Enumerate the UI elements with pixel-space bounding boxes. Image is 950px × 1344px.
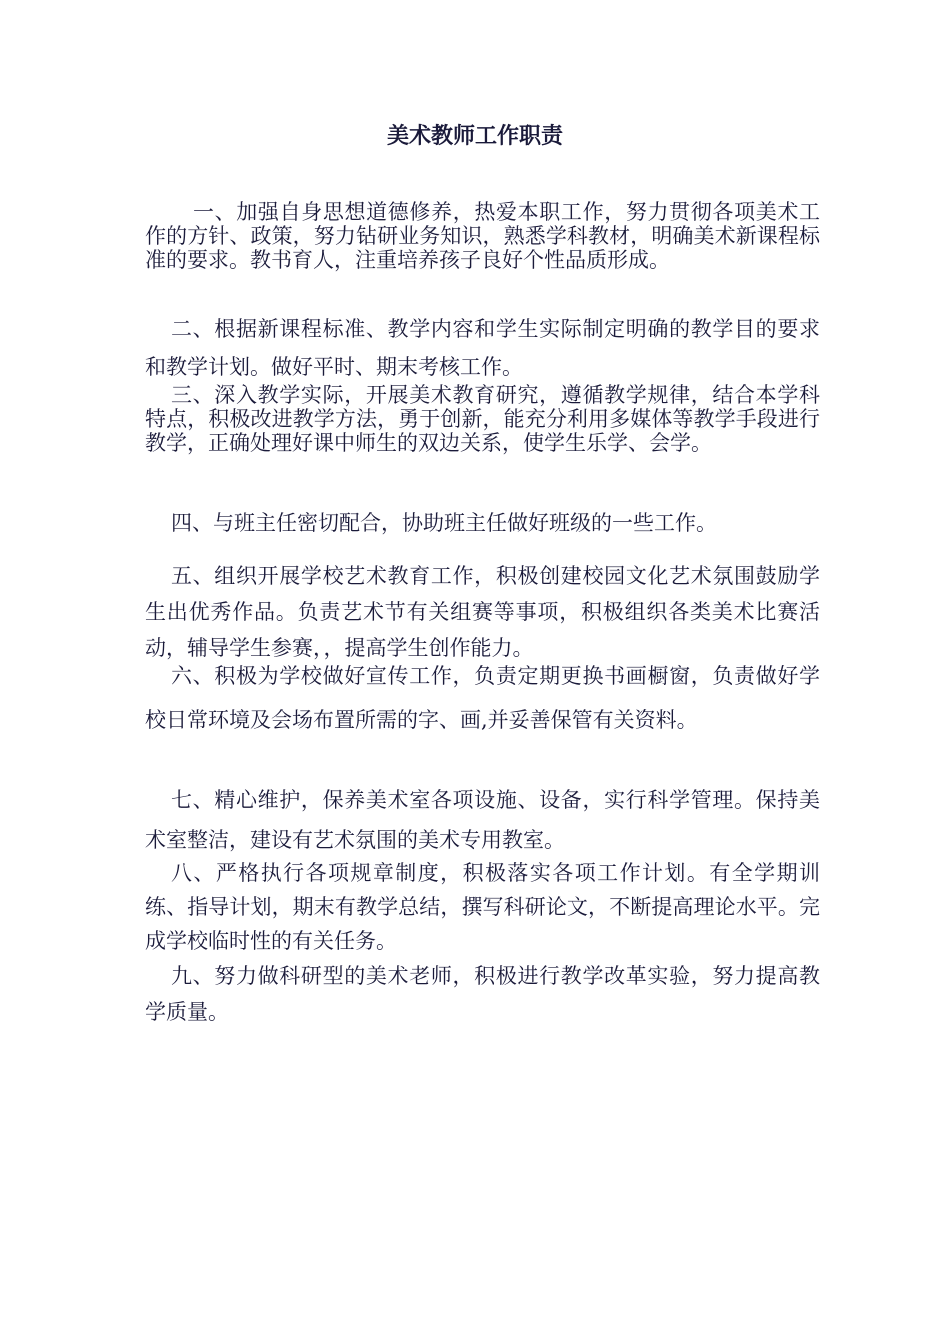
paragraph-8: 八、严格执行各项规章制度，积极落实各项工作计划。有全学期训练、指导计划，期末有教学总结，撰写科研论文，不断提高理论水平。完成学校临时性的有关任务。 xyxy=(145,861,820,953)
paragraph-2: 二、根据新课程标准、教学内容和学生实际制定明确的教学目的要求和教学计划。做好平时、期末考核工作。 xyxy=(145,317,820,379)
paragraph-7: 七、精心维护，保养美术室各项设施、设备，实行科学管理。保持美术室整洁，建设有艺术氛围的美术专用教室。 xyxy=(145,788,820,852)
document-title: 美术教师工作职责 xyxy=(386,123,563,149)
paragraph-1: 一、加强自身思想道德修养，热爱本职工作，努力贯彻各项美术工作的方针、政策，努力钻研业务知识，熟悉学科教材，明确美术新课程标准的要求。教书育人，注重培养孩子良好个性品质形成。 xyxy=(145,200,820,272)
paragraph-3: 三、深入教学实际，开展美术教育研究，遵循教学规律，结合本学科特点，积极改进教学方法，勇于创新，能充分利用多媒体等教学手段进行教学，正确处理好课中师生的双边关系，使学生乐学、会学。 xyxy=(145,383,820,455)
paragraph-4: 四、与班主任密切配合，协助班主任做好班级的一些工作。 xyxy=(171,511,717,535)
paragraph-5: 五、组织开展学校艺术教育工作，积极创建校园文化艺术氛围鼓励学生出优秀作品。负责艺术节有关组赛等事项，积极组织各类美术比赛活动，辅导学生参赛，，提高学生创作能力。 xyxy=(145,564,820,660)
paragraph-9: 九、努力做科研型的美术老师，积极进行教学改革实验，努力提高教学质量。 xyxy=(145,964,820,1024)
paragraph-6: 六、积极为学校做好宣传工作，负责定期更换书画橱窗，负责做好学校日常环境及会场布置所需的字、画,并妥善保管有关资料。 xyxy=(145,664,820,732)
